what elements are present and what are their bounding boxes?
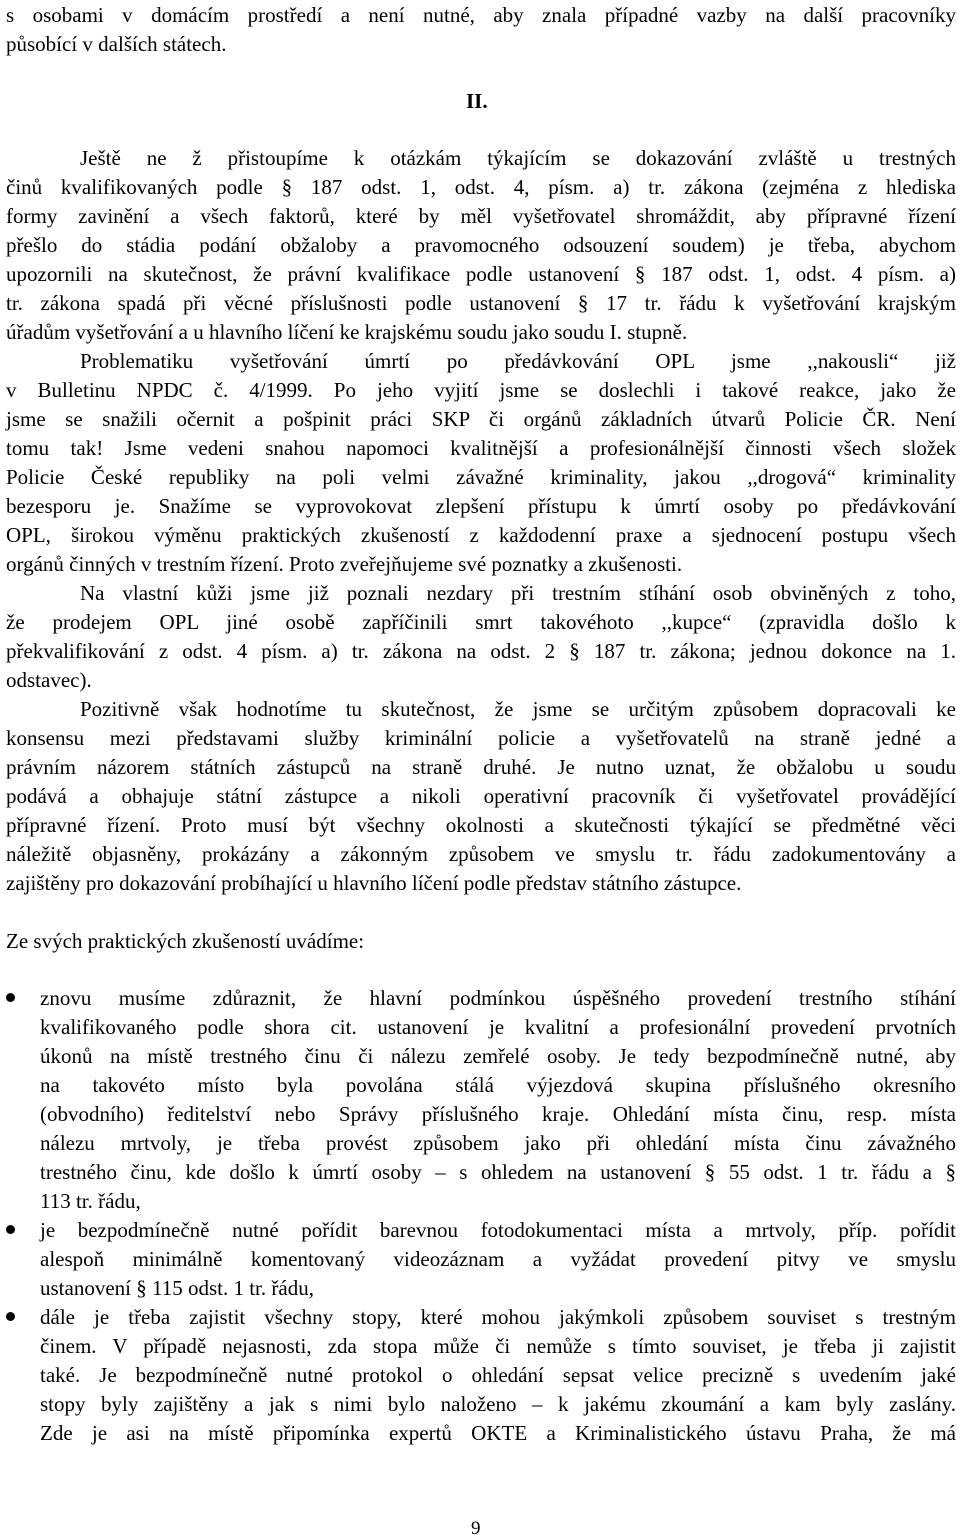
list-item-line: kvalifikovaného podle shora cit. ustanovení je kvalitní a profesionální provedení prvotních xyxy=(40,1015,956,1039)
bullet-dot xyxy=(6,1312,15,1321)
body-line: překvalifikování z odst. 4 písm. a) tr. zákona na odst. 2 § 187 tr. zákona; jednou dokonce na 1. xyxy=(6,639,956,663)
list-item-line: dále je třeba zajistit všechny stopy, které mohou jakýmkoli způsobem souviset s trestným xyxy=(40,1305,956,1329)
bullet-dot xyxy=(6,1225,15,1234)
list-item-line: také. Je bezpodmínečně nutné protokol o ohledání sepsat velice precizně s uvedením jaké xyxy=(40,1363,956,1387)
list-item-line: ustanovení § 115 odst. 1 tr. řádu, xyxy=(40,1276,314,1300)
body-line: podává a obhajuje státní zástupce a nikoli operativní pracovník či vyšetřovatel provádějící xyxy=(6,784,956,808)
body-line: Na vlastní kůži jsme již poznali nezdary při trestním stíhání osob obviněných z toho, xyxy=(80,581,956,605)
list-item-line: alespoň minimálně komentovaný videozáznam a vyžádat provedení pitvy ve smyslu xyxy=(40,1247,956,1271)
list-item-line: úkonů na místě trestného činu či nálezu zemřelé osoby. Je tedy bezpodmínečně nutné, aby xyxy=(40,1044,956,1068)
list-item-line: stopy byly zajištěny a jak s nimi bylo naloženo – k jakému zkoumání a kam byly zaslány. xyxy=(40,1392,956,1416)
body-line: Policie České republiky na poli velmi závažné kriminality, jakou ,,drogová“ kriminality xyxy=(6,465,956,489)
body-line: upozornili na skutečnost, že právní kvalifikace podle ustanovení § 187 odst. 1, odst. 4 písm. a) xyxy=(6,262,956,286)
section-heading: II. xyxy=(466,89,488,113)
list-item-line: Zde je asi na místě připomínka expertů OKTE a Kriminalistického ústavu Praha, že má xyxy=(40,1421,956,1445)
body-line: odstavec). xyxy=(6,668,92,692)
body-line: jsme se snažili očernit a pošpinit práci SKP či orgánů základních útvarů Policie ČR. Není xyxy=(6,407,956,431)
list-item-line: na takovéto místo byla povolána stálá výjezdová skupina příslušného okresního xyxy=(40,1073,956,1097)
page-number: 9 xyxy=(471,1518,481,1539)
body-line: přešlo do stádia podání obžaloby a pravomocného odsouzení soudem) je třeba, abychom xyxy=(6,233,956,257)
body-line: orgánů činných v trestním řízení. Proto zveřejňujeme své poznatky a zkušenosti. xyxy=(6,552,683,576)
body-line: konsensu mezi představami služby kriminální policie a vyšetřovatelů na straně jedné a xyxy=(6,726,956,750)
list-item-line: znovu musíme zdůraznit, že hlavní podmínkou úspěšného provedení trestního stíhání xyxy=(40,986,956,1010)
body-line: činů kvalifikovaných podle § 187 odst. 1, odst. 4, písm. a) tr. zákona (zejména z hlediska xyxy=(6,175,956,199)
list-item-line: trestného činu, kde došlo k úmrtí osoby – s ohledem na ustanovení § 55 odst. 1 tr. řádu a § xyxy=(40,1160,956,1184)
body-line: Pozitivně však hodnotíme tu skutečnost, že jsme se určitým způsobem dopracovali ke xyxy=(80,697,956,721)
bullet-dot xyxy=(6,993,15,1002)
body-line: zajištěny pro dokazování probíhající u hlavního líčení podle představ státního zástupce. xyxy=(6,871,742,895)
body-line: v Bulletinu NPDC č. 4/1999. Po jeho vyjití jsme se doslechli i takové reakce, jako že xyxy=(6,378,956,402)
body-line: působící v dalších státech. xyxy=(6,32,227,56)
list-intro: Ze svých praktických zkušeností uvádíme: xyxy=(6,929,365,953)
body-line: formy zavinění a všech faktorů, které by měl vyšetřovatel shromáždit, aby přípravné řízení xyxy=(6,204,956,228)
list-item-line: je bezpodmínečně nutné pořídit barevnou fotodokumentaci místa a mrtvoly, příp. pořídit xyxy=(40,1218,956,1242)
body-line: tr. zákona spadá při věcné příslušnosti podle ustanovení § 17 tr. řádu k vyšetřování krajským xyxy=(6,291,956,315)
body-line: právním názorem státních zástupců na straně druhé. Je nutno uznat, že obžalobu u soudu xyxy=(6,755,956,779)
body-line: přípravné řízení. Proto musí být všechny okolnosti a skutečnosti týkající se předmětné věci xyxy=(6,813,956,837)
body-line: Problematiku vyšetřování úmrtí po předávkování OPL jsme ,,nakousli“ již xyxy=(80,349,956,373)
body-line: že prodejem OPL jiné osobě zapříčinili smrt takovéhoto ,,kupce“ (zpravidla došlo k xyxy=(6,610,956,634)
body-line: Ještě ne ž přistoupíme k otázkám týkajícím se dokazování zvláště u trestných xyxy=(80,146,956,170)
body-line: úřadům vyšetřování a u hlavního líčení ke krajskému soudu jako soudu I. stupně. xyxy=(6,320,688,344)
body-line: OPL, širokou výměnu praktických zkušeností z každodenní praxe a sjednocení postupu všech xyxy=(6,523,956,547)
list-item-line: nálezu mrtvoly, je třeba provést způsobem jako při ohledání místa činu závažného xyxy=(40,1131,956,1155)
body-line: tomu tak! Jsme vedeni snahou napomoci kvalitnější a profesionálnější činnosti všech složek xyxy=(6,436,956,460)
body-line: bezesporu je. Snažíme se vyprovokovat zlepšení přístupu k úmrtí osoby po předávkování xyxy=(6,494,956,518)
body-line: náležitě objasněny, prokázány a zákonným způsobem ve smyslu tr. řádu zadokumentovány a xyxy=(6,842,956,866)
body-line: s osobami v domácím prostředí a není nutné, aby znala případné vazby na další pracovníky xyxy=(6,3,956,27)
list-item-line: (obvodního) ředitelství nebo Správy příslušného kraje. Ohledání místa činu, resp. místa xyxy=(40,1102,956,1126)
list-item-line: 113 tr. řádu, xyxy=(40,1189,141,1213)
list-item-line: činem. V případě nejasnosti, zda stopa může či nemůže s tímto souviset, je třeba ji zajistit xyxy=(40,1334,956,1358)
